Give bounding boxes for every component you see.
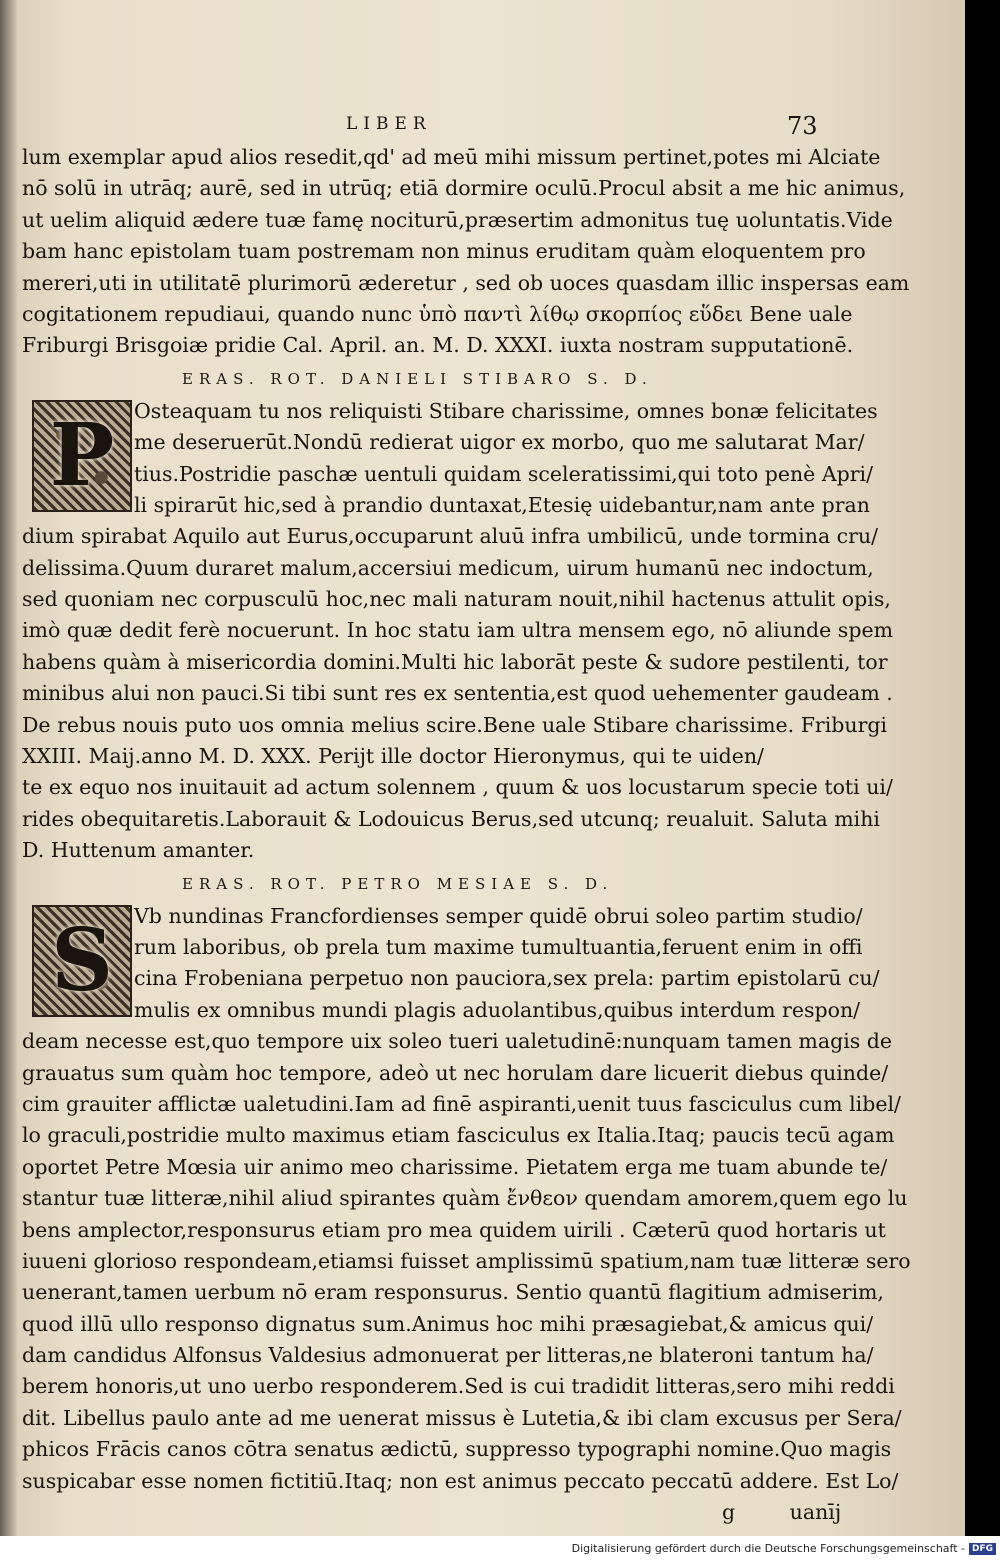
decorated-initial-s: S [32,905,132,1017]
text-line: iuueni glorioso respondeam,etiamsi fuisset amplissimū spatium,nam tuæ litteræ sero [22,1248,911,1273]
text-line: Vb nundinas Francfordienses semper quidē obrui soleo partim studio/ [134,903,863,928]
text-line: dium spirabat Aquilo aut Eurus,occuparunt aluū infra umbilicū, unde tormina cru/ [22,524,879,549]
text-line: quod illū ullo responso dignatus sum.Animus hoc mihi præsagiebat,& amicus qui/ [22,1311,874,1336]
text-line: nō solū in utrāq; aurē, sed in utrūq; etiā dormire oculū.Procul absit a me hic animus, [22,176,906,201]
text-line: grauatus sum quàm hoc tempore, adeò ut nec horulam dare licuerit diebus quinde/ [22,1060,889,1085]
funding-footer [0,1536,1000,1561]
text-line: deam necesse est,quo tempore uix soleo tueri ualetudinē:nunquam tamen magis de [22,1029,893,1054]
text-line: me deseruerūt.Nondū redierat uigor ex morbo, quo me salutarat Mar/ [134,430,865,455]
letter-heading-stibaro: ERAS. ROT. DANIELI STIBARO S. D. [182,369,653,388]
text-line: suspicabar esse nomen fictitiū.Itaq; non est animus peccato peccatū addere. Est Lo/ [22,1468,899,1493]
signature-mark: g [722,1500,736,1525]
letter-ending [22,142,910,362]
text-line: dam candidus Alfonsus Valdesius admonuerat per litteras,ne blateroni tantum ha/ [22,1343,874,1368]
funding-text: Digitalisierung gefördert durch die Deutsche Forschungsgemeinschaft - [571,1542,965,1555]
text-line: berem honoris,ut uno uerbo responderem.Sed is cui tradidit litteras,sero mihi reddi [22,1374,895,1399]
text-line: delissima.Quum duraret malum,accersiui medicum, uirum humanū nec indoctum, [22,555,874,580]
text-line: li spirarūt hic,sed à prandio duntaxat,Etesię uidebantur,nam ante pran [134,492,870,517]
text-line: tius.Postridie paschæ uentuli quidam sceleratissimi,qui toto penè Apri/ [134,461,874,486]
text-line: minibus alui non pauci.Si tibi sunt res ex sententia,est quod uehementer gaudeam . [22,681,893,706]
text-line: phicos Frācis canos cōtra senatus ædictū, suppresso typographi nomine.Quo magis [22,1437,892,1462]
text-line: rum laboribus, ob prela tum maxime tumultuantia,feruent enim in offi [134,934,863,959]
letter-stibaro [22,396,894,867]
page-number: 73 [787,112,818,140]
text-line: De rebus nouis puto uos omnia melius scire.Bene uale Stibare charissime. Friburgi [22,712,888,737]
text-line: imò quæ dedit ferè nocuerunt. In hoc statu iam ultra mensem ego, nō aliunde spem [22,618,894,643]
letter-heading-mesiae: ERAS. ROT. PETRO MESIAE S. D. [182,874,614,893]
dfg-logo: DFG [969,1543,996,1555]
decorated-initial-p: P [32,400,132,512]
text-line: Friburgi Brisgoiæ pridie Cal. April. an. M. D. XXXI. iuxta nostram supputationē. [22,333,854,358]
text-line: cogitationem repudiaui, quando nunc ὑπὸ παντὶ λίθῳ σκορπίος εὕδει Bene uale [22,301,853,326]
text-line: Osteaquam tu nos reliquisti Stibare charissime, omnes bonæ felicitates [134,398,878,423]
text-line: habens quàm à misericordia domini.Multi hic laborāt peste & sudore pestilenti, tor [22,649,888,674]
letter-mesiae [22,901,911,1497]
text-line: mereri,uti in utilitatē plurimorū æderetur , sed ob uoces quasdam illic inspersas eam [22,270,910,295]
scan-border [965,0,1000,1536]
text-line: uenerant,tamen uerbum nō eram responsurus. Sentio quantū flagitium admiserim, [22,1280,884,1305]
text-line: oportet Petre Mœsia uir animo meo charissime. Pietatem erga me tuam abunde te/ [22,1154,888,1179]
text-line: cim grauiter afflictæ ualetudini.Iam ad finē aspiranti,uenit tuus fasciculus cum libel/ [22,1091,901,1116]
text-line: cina Frobeniana perpetuo non pauciora,sex prela: partim epistolarū cu/ [134,966,880,991]
text-line: bam hanc epistolam tuam postremam non minus eruditam quàm eloquentem pro [22,239,866,264]
text-line: sed quoniam nec corpusculū hoc,nec mali naturam nouit,nihil hactenus attulit opis, [22,587,891,612]
text-line: XXIII. Maij.anno M. D. XXX. Perijt ille doctor Hieronymus, qui te uiden/ [22,744,764,769]
text-line: lo graculi,postridie multo maximus etiam fasciculus ex Italia.Itaq; paucis tecū agam [22,1123,895,1148]
signature-catchword-line [22,1497,842,1528]
text-line: stantur tuæ litteræ,nihil aliud spirantes quàm ἔνθεον quendam amorem,quem ego lu [22,1186,908,1211]
text-line: mulis ex omnibus mundi plagis aduolantibus,quibus interdum respon/ [134,997,861,1022]
body-text [22,142,911,1528]
catchword: uanīj [789,1500,842,1525]
text-line: lum exemplar apud alios resedit,qd' ad meū mihi missum pertinet,potes mi Alciate [22,145,881,169]
running-head: LIBER [346,114,432,134]
text-line: D. Huttenum amanter. [22,838,255,863]
text-line: te ex equo nos inuitauit ad actum solennem , quum & uos locustarum specie toti ui/ [22,775,893,800]
text-line: rides obequitaretis.Laborauit & Lodouicus Berus,sed utcunq; reualuit. Saluta mihi [22,806,880,831]
text-line: ut uelim aliquid ædere tuæ famę nociturū,præsertim admonitus tuę uoluntatis.Vide [22,207,893,232]
text-line: bens amplector,responsurus etiam pro mea quidem uirili . Cæterū quod hortaris ut [22,1217,886,1242]
text-line: dit. Libellus paulo ante ad me uenerat missus è Lutetia,& ibi clam excusus per Sera/ [22,1405,902,1430]
